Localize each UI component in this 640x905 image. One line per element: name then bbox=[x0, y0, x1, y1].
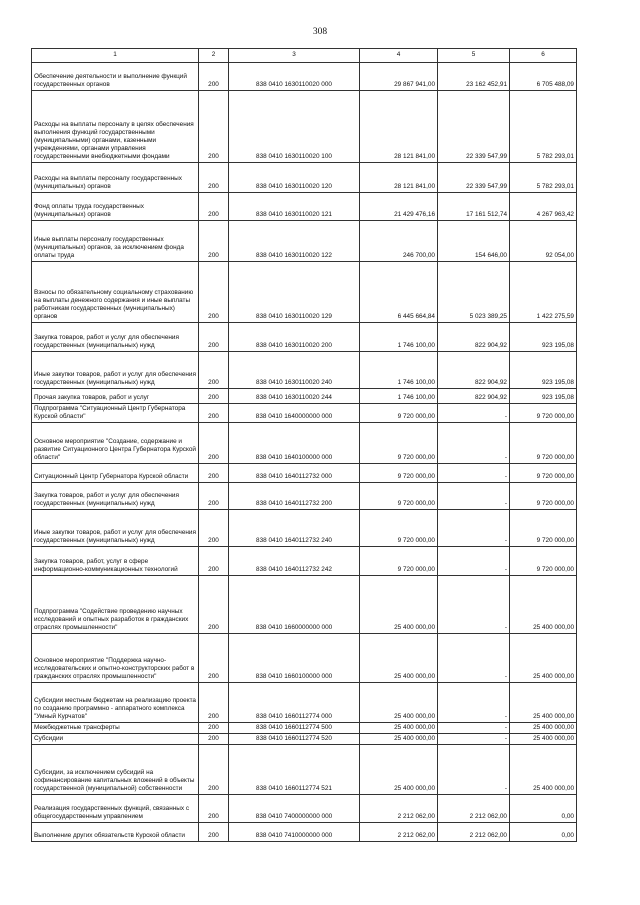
row-approved-cell: 9 720 000,00 bbox=[360, 404, 438, 423]
row-executed-cell: 154 646,00 bbox=[438, 221, 510, 262]
row-name-cell: Взносы по обязательному социальному страхованию на выплаты денежного содержания и иные выплаты работникам государственных (муниципальных) органов bbox=[32, 262, 199, 323]
table-row bbox=[32, 510, 577, 547]
row-name-cell: Субсидии местным бюджетам на реализацию проекта по созданию программно - аппаратного комплекса "Умный Курчатов" bbox=[32, 683, 199, 723]
row-executed-cell: - bbox=[438, 734, 510, 745]
row-approved-cell: 25 400 000,00 bbox=[360, 683, 438, 723]
row-approved-cell: 21 429 476,16 bbox=[360, 193, 438, 221]
row-executed-cell: - bbox=[438, 510, 510, 547]
row-kbk-cell: 838 0410 1660000000 000 bbox=[229, 576, 360, 634]
table-row bbox=[32, 683, 577, 723]
row-remaining-cell: 92 054,00 bbox=[510, 221, 577, 262]
row-kbk-cell: 838 0410 1660112774 500 bbox=[229, 723, 360, 734]
row-kbk-cell: 838 0410 1630110020 200 bbox=[229, 323, 360, 352]
row-executed-cell: 822 904,92 bbox=[438, 323, 510, 352]
row-remaining-cell: 5 782 293,01 bbox=[510, 91, 577, 163]
row-code-cell: 200 bbox=[199, 576, 229, 634]
row-kbk-cell: 838 0410 1660112774 000 bbox=[229, 683, 360, 723]
table-row bbox=[32, 63, 577, 91]
row-kbk-cell: 838 0410 1640112732 200 bbox=[229, 483, 360, 510]
row-remaining-cell: 9 720 000,00 bbox=[510, 404, 577, 423]
row-kbk-cell: 838 0410 7400000000 000 bbox=[229, 795, 360, 823]
table-row bbox=[32, 823, 577, 842]
row-executed-cell: 23 162 452,91 bbox=[438, 63, 510, 91]
row-approved-cell: 2 212 062,00 bbox=[360, 795, 438, 823]
row-executed-cell: - bbox=[438, 576, 510, 634]
row-kbk-cell: 838 0410 1630110020 240 bbox=[229, 352, 360, 389]
row-kbk-cell: 838 0410 1660112774 521 bbox=[229, 745, 360, 795]
row-code-cell: 200 bbox=[199, 683, 229, 723]
row-executed-cell: - bbox=[438, 547, 510, 576]
table-row bbox=[32, 547, 577, 576]
page-number: 308 bbox=[312, 27, 328, 37]
row-kbk-cell: 838 0410 1640100000 000 bbox=[229, 423, 360, 464]
row-kbk-cell: 838 0410 7410000000 000 bbox=[229, 823, 360, 842]
row-executed-cell: 22 339 547,99 bbox=[438, 163, 510, 193]
row-executed-cell: 22 339 547,99 bbox=[438, 91, 510, 163]
row-approved-cell: 28 121 841,00 bbox=[360, 163, 438, 193]
row-code-cell: 200 bbox=[199, 547, 229, 576]
row-code-cell: 200 bbox=[199, 423, 229, 464]
row-code-cell: 200 bbox=[199, 723, 229, 734]
row-code-cell: 200 bbox=[199, 221, 229, 262]
row-kbk-cell: 838 0410 1660100000 000 bbox=[229, 634, 360, 683]
row-name-cell: Закупка товаров, работ, услуг в сфере информационно-коммуникационных технологий bbox=[32, 547, 199, 576]
column-header-3: 3 bbox=[229, 49, 360, 63]
row-code-cell: 200 bbox=[199, 389, 229, 404]
row-code-cell: 200 bbox=[199, 464, 229, 483]
row-remaining-cell: 25 400 000,00 bbox=[510, 745, 577, 795]
row-name-cell: Подпрограмма "Содействие проведению научных исследований и опытных разработок в гражданских отраслях промышленности" bbox=[32, 576, 199, 634]
row-kbk-cell: 838 0410 1630110020 121 bbox=[229, 193, 360, 221]
row-remaining-cell: 25 400 000,00 bbox=[510, 634, 577, 683]
table-row bbox=[32, 91, 577, 163]
row-approved-cell: 9 720 000,00 bbox=[360, 423, 438, 464]
row-approved-cell: 9 720 000,00 bbox=[360, 547, 438, 576]
row-remaining-cell: 1 422 275,59 bbox=[510, 262, 577, 323]
row-executed-cell: - bbox=[438, 683, 510, 723]
table-row bbox=[32, 389, 577, 404]
column-header-row bbox=[32, 49, 577, 63]
table-row bbox=[32, 423, 577, 464]
row-code-cell: 200 bbox=[199, 823, 229, 842]
table-row bbox=[32, 193, 577, 221]
row-code-cell: 200 bbox=[199, 91, 229, 163]
row-name-cell: Межбюджетные трансферты bbox=[32, 723, 199, 734]
table-row bbox=[32, 483, 577, 510]
table-row bbox=[32, 795, 577, 823]
row-approved-cell: 9 720 000,00 bbox=[360, 483, 438, 510]
column-header-5: 5 bbox=[438, 49, 510, 63]
table-row bbox=[32, 323, 577, 352]
row-remaining-cell: 9 720 000,00 bbox=[510, 547, 577, 576]
row-kbk-cell: 838 0410 1640112732 000 bbox=[229, 464, 360, 483]
row-approved-cell: 1 746 100,00 bbox=[360, 323, 438, 352]
row-name-cell: Закупка товаров, работ и услуг для обеспечения государственных (муниципальных) нужд bbox=[32, 483, 199, 510]
row-remaining-cell: 0,00 bbox=[510, 823, 577, 842]
row-remaining-cell: 923 195,08 bbox=[510, 389, 577, 404]
row-name-cell: Иные закупки товаров, работ и услуг для обеспечения государственных (муниципальных) нужд bbox=[32, 352, 199, 389]
row-code-cell: 200 bbox=[199, 745, 229, 795]
row-name-cell: Обеспечение деятельности и выполнение функций государственных органов bbox=[32, 63, 199, 91]
row-name-cell: Основное мероприятие "Поддержка научно-исследовательских и опытно-конструкторских работ в гражданских отраслях промышленности" bbox=[32, 634, 199, 683]
row-remaining-cell: 4 267 963,42 bbox=[510, 193, 577, 221]
row-kbk-cell: 838 0410 1640112732 240 bbox=[229, 510, 360, 547]
row-executed-cell: 822 904,92 bbox=[438, 389, 510, 404]
column-header-4: 4 bbox=[360, 49, 438, 63]
row-executed-cell: 2 212 062,00 bbox=[438, 795, 510, 823]
row-approved-cell: 25 400 000,00 bbox=[360, 723, 438, 734]
row-name-cell: Субсидии, за исключением субсидий на софинансирование капитальных вложений в объекты государственной (муниципальной) собственности bbox=[32, 745, 199, 795]
row-code-cell: 200 bbox=[199, 163, 229, 193]
row-code-cell: 200 bbox=[199, 262, 229, 323]
row-remaining-cell: 25 400 000,00 bbox=[510, 734, 577, 745]
row-executed-cell: - bbox=[438, 423, 510, 464]
row-remaining-cell: 923 195,08 bbox=[510, 323, 577, 352]
row-executed-cell: - bbox=[438, 634, 510, 683]
row-name-cell: Выполнение других обязательств Курской области bbox=[32, 823, 199, 842]
row-executed-cell: - bbox=[438, 404, 510, 423]
row-approved-cell: 1 746 100,00 bbox=[360, 352, 438, 389]
row-kbk-cell: 838 0410 1630110020 100 bbox=[229, 91, 360, 163]
row-approved-cell: 25 400 000,00 bbox=[360, 634, 438, 683]
row-kbk-cell: 838 0410 1630110020 120 bbox=[229, 163, 360, 193]
row-name-cell: Закупка товаров, работ и услуг для обеспечения государственных (муниципальных) нужд bbox=[32, 323, 199, 352]
row-executed-cell: 2 212 062,00 bbox=[438, 823, 510, 842]
row-executed-cell: - bbox=[438, 464, 510, 483]
row-code-cell: 200 bbox=[199, 323, 229, 352]
row-name-cell: Субсидии bbox=[32, 734, 199, 745]
row-executed-cell: 17 161 512,74 bbox=[438, 193, 510, 221]
row-kbk-cell: 838 0410 1640112732 242 bbox=[229, 547, 360, 576]
row-code-cell: 200 bbox=[199, 795, 229, 823]
table-row bbox=[32, 262, 577, 323]
table-row bbox=[32, 163, 577, 193]
column-header-2: 2 bbox=[199, 49, 229, 63]
row-name-cell: Прочая закупка товаров, работ и услуг bbox=[32, 389, 199, 404]
row-kbk-cell: 838 0410 1660112774 520 bbox=[229, 734, 360, 745]
table-row bbox=[32, 734, 577, 745]
row-approved-cell: 25 400 000,00 bbox=[360, 576, 438, 634]
row-name-cell: Основное мероприятие "Создание, содержание и развитие Ситуационного Центра Губернатора Курской области" bbox=[32, 423, 199, 464]
row-remaining-cell: 5 782 293,01 bbox=[510, 163, 577, 193]
table-row bbox=[32, 464, 577, 483]
row-remaining-cell: 9 720 000,00 bbox=[510, 483, 577, 510]
row-name-cell: Расходы на выплаты персоналу государственных (муниципальных) органов bbox=[32, 163, 199, 193]
row-kbk-cell: 838 0410 1630110020 129 bbox=[229, 262, 360, 323]
row-approved-cell: 6 445 664,84 bbox=[360, 262, 438, 323]
table-row bbox=[32, 634, 577, 683]
table-row bbox=[32, 576, 577, 634]
table-row bbox=[32, 745, 577, 795]
row-remaining-cell: 6 705 488,09 bbox=[510, 63, 577, 91]
row-kbk-cell: 838 0410 1630110020 122 bbox=[229, 221, 360, 262]
row-name-cell: Реализация государственных функций, связанных с общегосударственным управлением bbox=[32, 795, 199, 823]
row-name-cell: Ситуационный Центр Губернатора Курской области bbox=[32, 464, 199, 483]
row-name-cell: Расходы на выплаты персоналу в целях обеспечения выполнения функций государственными (муниципальными) органами, казенными учреждениями, органами управления государственными внебюджетными фондами bbox=[32, 91, 199, 163]
row-approved-cell: 25 400 000,00 bbox=[360, 734, 438, 745]
row-executed-cell: 5 023 389,25 bbox=[438, 262, 510, 323]
budget-table bbox=[31, 48, 577, 842]
row-code-cell: 200 bbox=[199, 63, 229, 91]
row-code-cell: 200 bbox=[199, 634, 229, 683]
row-code-cell: 200 bbox=[199, 510, 229, 547]
column-header-1: 1 bbox=[32, 49, 199, 63]
row-name-cell: Иные закупки товаров, работ и услуг для обеспечения государственных (муниципальных) нужд bbox=[32, 510, 199, 547]
row-name-cell: Подпрограмма "Ситуационный Центр Губернатора Курской области" bbox=[32, 404, 199, 423]
row-approved-cell: 28 121 841,00 bbox=[360, 91, 438, 163]
row-approved-cell: 29 867 941,00 bbox=[360, 63, 438, 91]
column-header-6: 6 bbox=[510, 49, 577, 63]
row-kbk-cell: 838 0410 1630110020 000 bbox=[229, 63, 360, 91]
table-row bbox=[32, 404, 577, 423]
table-row bbox=[32, 723, 577, 734]
row-code-cell: 200 bbox=[199, 734, 229, 745]
row-kbk-cell: 838 0410 1630110020 244 bbox=[229, 389, 360, 404]
row-remaining-cell: 9 720 000,00 bbox=[510, 510, 577, 547]
row-approved-cell: 2 212 062,00 bbox=[360, 823, 438, 842]
row-remaining-cell: 25 400 000,00 bbox=[510, 683, 577, 723]
row-code-cell: 200 bbox=[199, 352, 229, 389]
row-code-cell: 200 bbox=[199, 193, 229, 221]
row-remaining-cell: 9 720 000,00 bbox=[510, 464, 577, 483]
row-remaining-cell: 9 720 000,00 bbox=[510, 423, 577, 464]
row-remaining-cell: 25 400 000,00 bbox=[510, 576, 577, 634]
row-executed-cell: - bbox=[438, 483, 510, 510]
row-approved-cell: 25 400 000,00 bbox=[360, 745, 438, 795]
row-name-cell: Фонд оплаты труда государственных (муниципальных) органов bbox=[32, 193, 199, 221]
row-executed-cell: - bbox=[438, 723, 510, 734]
row-remaining-cell: 25 400 000,00 bbox=[510, 723, 577, 734]
table-row bbox=[32, 221, 577, 262]
row-code-cell: 200 bbox=[199, 483, 229, 510]
row-approved-cell: 9 720 000,00 bbox=[360, 510, 438, 547]
row-remaining-cell: 0,00 bbox=[510, 795, 577, 823]
row-code-cell: 200 bbox=[199, 404, 229, 423]
row-name-cell: Иные выплаты персоналу государственных (муниципальных) органов, за исключением фонда оплаты труда bbox=[32, 221, 199, 262]
table-row bbox=[32, 352, 577, 389]
row-kbk-cell: 838 0410 1640000000 000 bbox=[229, 404, 360, 423]
row-executed-cell: - bbox=[438, 745, 510, 795]
row-executed-cell: 822 904,92 bbox=[438, 352, 510, 389]
row-approved-cell: 1 746 100,00 bbox=[360, 389, 438, 404]
row-approved-cell: 246 700,00 bbox=[360, 221, 438, 262]
row-approved-cell: 9 720 000,00 bbox=[360, 464, 438, 483]
row-remaining-cell: 923 195,08 bbox=[510, 352, 577, 389]
